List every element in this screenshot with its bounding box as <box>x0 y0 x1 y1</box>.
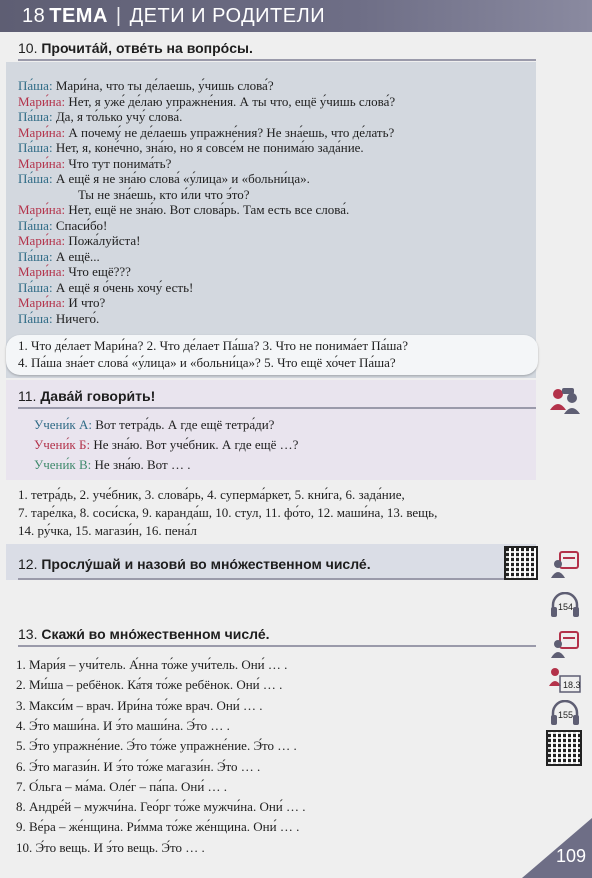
dialog-line <box>18 94 395 110</box>
dialog-speaker: Мари́на: <box>18 264 66 279</box>
exercise-11-number: 11. <box>18 388 37 404</box>
audio-icon-155[interactable] <box>550 700 580 728</box>
dialog-text: Мари́на, что ты де́лаешь, у́чишь слова́? <box>52 78 274 93</box>
dialog-line <box>18 156 171 172</box>
dialog-speaker: Па́ша: <box>18 310 53 326</box>
student-text: Не зна́ю. Вот уче́бник. А где ещё …? <box>90 437 299 452</box>
dialog-text: А почему́ не де́лаешь упражне́ния? Не зна́ешь, что де́лать? <box>65 124 395 140</box>
dialog-speaker: Мари́на: <box>18 124 66 140</box>
dialog-speaker: Мари́на: <box>18 155 66 171</box>
question-line: 4. Па́ша зна́ет слова́ «у́лица» и «больни́ца»? 5. Что ещё хо́чет Па́ша? <box>18 355 396 370</box>
exercise-11-title <box>18 388 536 409</box>
dialog-speaker: Мари́на: <box>18 233 66 248</box>
dialog-text: Спаси́бо! <box>52 217 108 233</box>
dialog-speaker: Па́ша: <box>18 140 53 155</box>
dialog-text: А ещё я о́чень хочу́ есть! <box>52 279 194 295</box>
dialog-line <box>18 125 394 141</box>
student-text: Вот тетра́дь. А где ещё тетра́ди? <box>92 417 275 432</box>
exercise-12-number: 12. <box>18 556 38 572</box>
chapter-tema: ТЕМА <box>49 4 108 27</box>
exercise-item: 2. Ми́ша – ребёнок. Ка́тя то́же ребёнок. Они́ … . <box>16 677 283 693</box>
dialog-line <box>18 202 349 218</box>
dialog-speaker: Мари́на: <box>18 202 66 217</box>
dialog-speaker: Па́ша: <box>18 78 53 93</box>
dialog-line <box>18 295 105 311</box>
dialog-speaker: Па́ша: <box>18 248 53 264</box>
dialog-text: Нет, я, коне́чно, зна́ю, но я совсе́м не понима́ю зада́ние. <box>52 140 364 155</box>
dialog-line <box>34 437 298 453</box>
dialog-text: Нет, ещё не зна́ю. Вот слова́рь. Там есть все слова́. <box>65 202 350 217</box>
dialog-text: Что тут понима́ть? <box>65 155 172 171</box>
dialog-text: Ничего́. <box>52 310 100 326</box>
student-label: Учени́к А: <box>34 417 92 432</box>
exercise-10-title <box>18 40 536 61</box>
exercise-item: 9. Ве́ра – же́нщина. Ри́мма то́же же́нщина. Они́ … . <box>16 819 300 835</box>
dialog-line <box>18 109 182 125</box>
exercise-12-rule <box>18 578 536 580</box>
dialog-line <box>18 249 100 265</box>
dialog-text: Нет, я уже́ де́лаю упражне́ния. А ты что, ещё у́чишь слова́? <box>65 93 396 109</box>
workbook-icon <box>550 630 580 660</box>
dialog-line <box>18 280 193 296</box>
dialog-text: Пожа́луйста! <box>65 233 141 248</box>
exercise-item: 1. Мари́я – учи́тель. А́нна то́же учи́тель. Они́ … . <box>16 657 288 672</box>
exercise-item: 4. Э́то маши́на. И э́то маши́на. Э́то … . <box>16 717 230 733</box>
dialog-line <box>34 457 190 473</box>
exercise-13-text: Скажи́ во мно́жественном числе́. <box>41 626 270 642</box>
exercise-item: 5. Э́то упражне́ние. Э́то то́же упражне́ние. Э́то … . <box>16 738 297 754</box>
dialog-line <box>18 233 140 249</box>
audio-track-number: 155 <box>558 710 574 720</box>
chapter-number: 18 <box>22 4 46 27</box>
exercise-13-number: 13. <box>18 626 38 642</box>
dialog-line <box>18 264 131 280</box>
dialog-speaker: Па́ша: <box>18 109 53 124</box>
dialog-line <box>18 171 310 187</box>
dialog-speaker: Па́ша: <box>18 217 53 233</box>
chapter-theme: ДЕТИ И РОДИТЕЛИ <box>129 4 326 27</box>
word-list-line: 14. ру́чка, 15. магази́н, 16. пена́л <box>18 523 197 538</box>
dialog-line <box>34 417 274 433</box>
student-label: Учени́к Б: <box>34 437 91 452</box>
exercise-item: 7. О́льга – ма́ма. Оле́г – па́па. Они́ … . <box>16 778 228 794</box>
dialog-speaker: Мари́на: <box>18 295 66 310</box>
qr-code-icon[interactable] <box>504 546 538 580</box>
dialog-text: И что? <box>65 295 106 310</box>
dialog-line <box>18 140 364 156</box>
exercise-10-number: 10. <box>18 40 38 56</box>
dialog-line <box>18 311 99 327</box>
questions-box <box>6 335 538 375</box>
exercise-12-text: Прослу́шай и назови́ во мно́жественном числе́. <box>41 556 371 572</box>
qr-code-icon[interactable] <box>546 730 582 766</box>
video-number: 18.3 <box>563 680 581 690</box>
question-line: 1. Что де́лает Мари́на? 2. Что де́лает Па́ша? 3. Что не понима́ет Па́ша? <box>18 338 408 353</box>
exercise-item: 10. Э́то вещь. И э́то вещь. Э́то … . <box>16 839 205 855</box>
student-label: Учени́к В: <box>34 457 92 472</box>
dialog-text: А ещё я не зна́ю слова́ «у́лица» и «больни́ца». <box>52 171 310 186</box>
exercise-13-title <box>18 626 536 647</box>
exercise-item: 8. Андре́й – мужчи́на. Гео́рг то́же мужчи́на. Они́ … . <box>16 799 306 815</box>
people-discussion-icon <box>548 386 582 416</box>
word-list-line: 7. таре́лка, 8. соси́ска, 9. каранда́ш, 10. стул, 11. фо́то, 12. маши́на, 13. вещь, <box>18 505 438 520</box>
dialog-speaker: Па́ша: <box>18 171 53 186</box>
exercise-10-text: Прочита́й, отве́ть на вопро́сы. <box>41 40 253 56</box>
exercise-12-title <box>18 556 536 575</box>
dialog-line <box>18 187 250 203</box>
workbook-icon <box>550 550 580 580</box>
word-list-line: 1. тетра́дь, 2. уче́бник, 3. слова́рь, 4. суперма́ркет, 5. кни́га, 6. зада́ние, <box>18 487 405 502</box>
student-text: Не зна́ю. Вот … . <box>91 457 191 472</box>
dialog-speaker: Па́ша: <box>18 279 53 295</box>
dialog-text: Ты не зна́ешь, кто и́ли что э́то? <box>78 186 250 202</box>
dialog-text: Да, я то́лько учу́ слова́. <box>52 109 183 124</box>
dialog-line <box>18 218 107 234</box>
chapter-header <box>0 0 592 32</box>
exercise-item: 6. Э́то магази́н. И э́то то́же магази́н. Э́то … . <box>16 758 261 774</box>
audio-icon-154[interactable] <box>550 592 580 620</box>
page-number: 109 <box>555 846 586 866</box>
exercise-11-text: Дава́й говори́ть! <box>40 388 156 404</box>
dialog-speaker: Мари́на: <box>18 93 66 109</box>
dialog-text: А ещё... <box>52 248 100 264</box>
audio-track-number: 154 <box>558 602 574 612</box>
header-separator: | <box>115 4 122 27</box>
video-icon-18-3[interactable] <box>548 664 582 698</box>
exercise-item: 3. Макси́м – врач. Ири́на то́же врач. Они́ … . <box>16 697 263 713</box>
dialog-text: Что ещё??? <box>65 264 131 279</box>
dialog-line <box>18 78 274 94</box>
